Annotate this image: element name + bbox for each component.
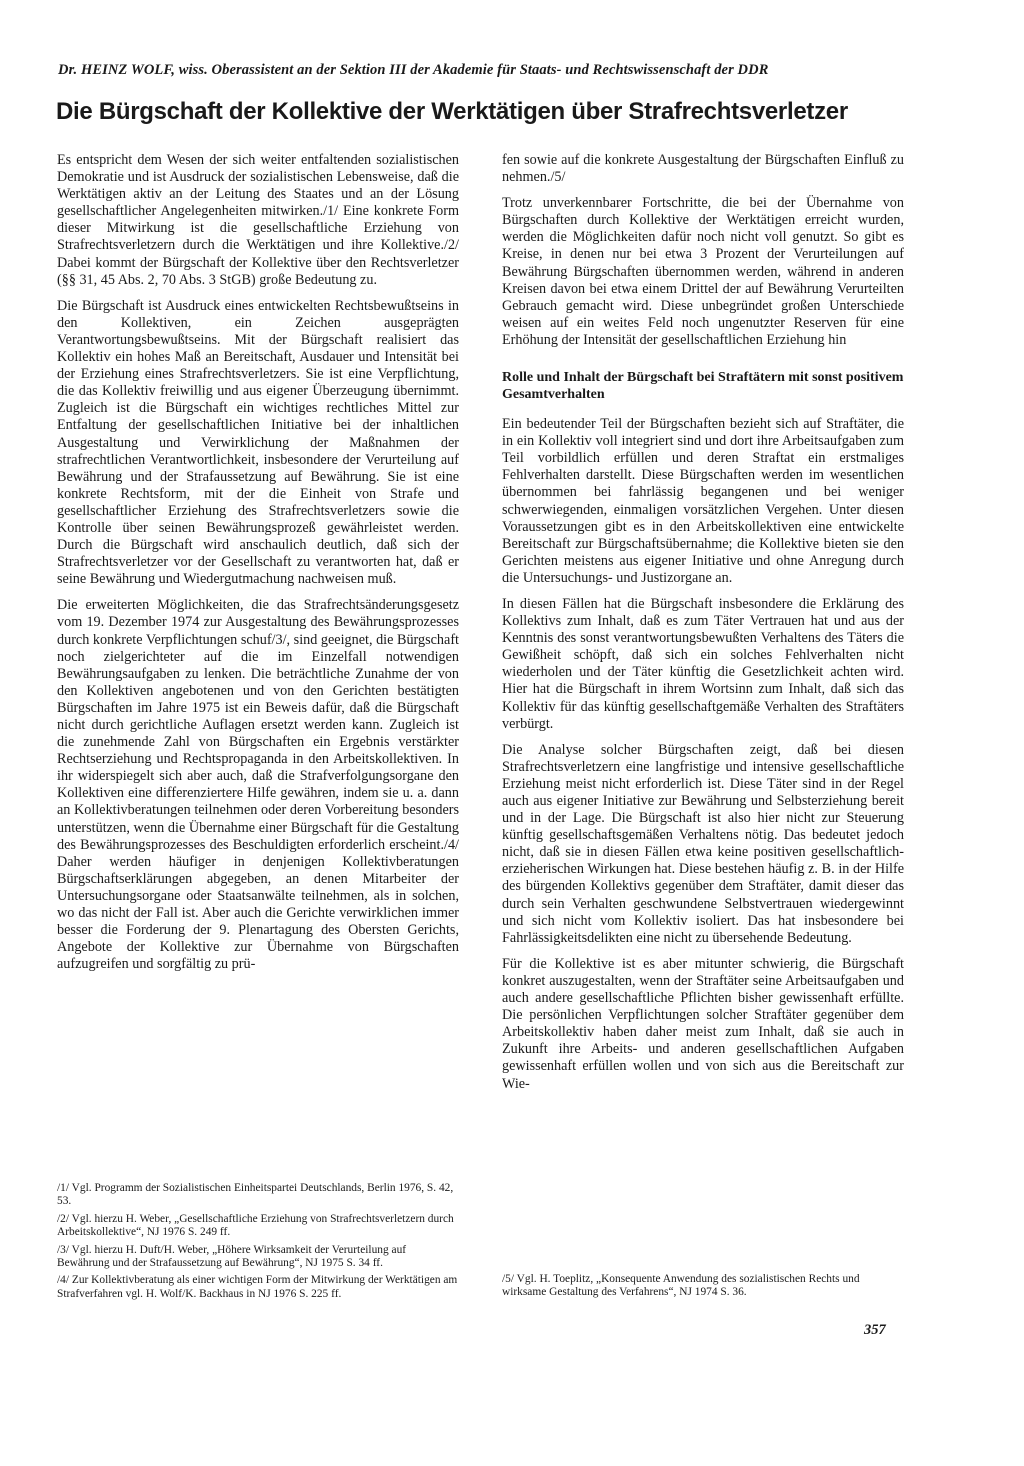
footnote: /2/ Vgl. hierzu H. Weber, „Gesellschaftliche Erziehung von Strafrechtsverletzern durch Arbeitskollektive“, NJ 1976 S. 249 ff. (57, 1212, 454, 1239)
paragraph: Die erweiterten Möglichkeiten, die das Strafrechtsänderungsgesetz vom 19. Dezember 1974 zur Ausgestaltung des Bewährungsprozesses durch konkrete Verpflichtungen schuf/3/, sind geeignet, die Bürgschaft noch zielgerichteter auf die im Einzelfall notwendigen Bewährungsaufgaben zu lenken. Die beträchtliche Zunahme der von den Kollektiven angebotenen und von den Gerichten bestätigten Bürgschaften im Jahre 1975 ist ein Beweis dafür, daß die Bürgschaft nicht durch gerichtliche Auflagen ersetzt werden kann. Zugleich ist die zunehmende Zahl von Bürgschaften ein Ergebnis verstärkter Rechtserziehung und Rechtspropaganda in den Arbeitskollektiven. In ihr widerspiegelt sich aber auch, daß die Strafverfolgungsorgane den Kollektiven eine differenziertere Hilfe gewähren, indem sie u. a. dann an Kollektivberatungen teilnehmen oder deren Vorbereitung besonders unterstützen, wenn die Übernahme einer Bürgschaft für die Gestaltung des Bewährungsprozesses des Beschuldigten erforderlich erscheint./4/ Daher werden häufiger in denjenigen Kollektivberatungen Bürgschaftserklärungen abgegeben, an denen Mitarbeiter der Untersuchungsorgane oder Staatsanwälte teilnehmen, als in solchen, wo das nicht der Fall ist. Aber auch die Gerichte verwirklichen immer besser die Forderung der 9. Plenartagung des Obersten Gerichts, Angebote der Kollektive zur Übernahme von Bürgschaften aufzugreifen und sorgfältig zu prü- (57, 597, 459, 973)
footnote: /3/ Vgl. hierzu H. Duft/H. Weber, „Höhere Wirksamkeit der Verurteilung auf Bewährung und der Strafaussetzung auf Bewährung“, NJ 1975 S. 34 ff. (57, 1243, 407, 1270)
footnote: /1/ Vgl. Programm der Sozialistischen Einheitspartei Deutschlands, Berlin 1976, S. 42, 53. (57, 1182, 454, 1208)
footnote: /4/ Zur Kollektivberatung als einer wichtigen Form der Mitwirkung der Werktätigen am Strafverfahren vgl. H. Wolf/K. Backhaus in NJ 1976 S. 225 ff. (57, 1274, 458, 1300)
footnotes-left (57, 1182, 460, 1305)
author-line: Dr. HEINZ WOLF, wiss. Oberassistent an der Sektion III der Akademie für Staats- und Rechtswissenschaft der DDR (58, 62, 769, 78)
page-number: 357 (864, 1322, 886, 1338)
paragraph: In diesen Fällen hat die Bürgschaft insbesondere die Erklärung des Kollektivs zum Inhalt, daß es zum Täter Vertrauen hat und aus der Kenntnis des sonst verantwortungsbewußten Verhaltens des Täters die Gewißheit schöpft, daß sich ein solches Fehlverhalten nicht wiederholen und der Täter künftig die Gesetzlichkeit achten wird. Hier hat die Bürgschaft in ihrem Wortsinn zum Inhalt, daß sich das Kollektiv für das künftig gesellschaftgemäße Verhalten des Straftäters verbürgt. (502, 595, 904, 732)
paragraph: Die Bürgschaft ist Ausdruck eines entwickelten Rechtsbewußtseins in den Kollektiven, ein Zeichen ausgeprägten Verantwortungsbewußtseins. Mit der Bürgschaft realisiert das Kollektiv ein hohes Maß an Bereitschaft, Ausdauer und Intensität bei der Erziehung eines Strafrechtsverletzers. Sie ist eine Verpflichtung, die das Kollektiv freiwillig und aus eigener Überzeugung übernimmt. Zugleich ist die Bürgschaft ein wichtiges rechtliches Mittel zur Entfaltung der gesellschaftlichen Initiative bei der inhaltlichen Ausgestaltung und Verwirklichung der Maßnahmen der strafrechtlichen Verantwortlichkeit, insbesondere der Verurteilung auf Bewährung und der Strafaussetzung auf Bewährung. Sie ist eine konkrete Rechtsform, mit der die Einheit von Strafe und gesellschaftlicher Erziehung des Strafrechtsverletzers sowie die Kontrolle über seinen Bewährungsprozeß gewährleistet werden. Durch die Bürgschaft wird anschaulich deutlich, daß sich der Strafrechtsverletzer vor der Gesellschaft zu verantworten hat, daß er seine Bewährung und Wiedergutmachung nachweisen muß. (57, 297, 459, 588)
paragraph: fen sowie auf die konkrete Ausgestaltung der Bürgschaften Einfluß zu nehmen./5/ (502, 152, 904, 186)
paragraph: Für die Kollektive ist es aber mitunter schwierig, die Bürgschaft konkret auszugestalten, wenn der Straftäter seine Arbeitsaufgaben und auch andere gesellschaftliche Pflichten bisher gewissenhaft erfüllte. Die persönlichen Verpflichtungen solcher Straftäter gegenüber dem Arbeitskollektiv haben daher meist zum Inhalt, daß sie auch in Zukunft ihre Arbeits- und anderen gesellschaftlichen Aufgaben gewissenhaft erfüllen wollen und von sich aus die Bereitschaft zur Wie- (502, 955, 904, 1092)
paragraph: Ein bedeutender Teil der Bürgschaften bezieht sich auf Straftäter, die in ein Kollektiv voll integriert sind und dort ihre Arbeitsaufgaben zum Teil vorbildlich erfüllen und deren Straftat ein erstmaliges Fehlverhalten darstellt. Diese Bürgschaften werden im wesentlichen übernommen bei fahrlässig begangenen und bei weniger schwerwiegenden, einmaligen vorsätzlichen Vergehen. Unter diesen Voraussetzungen gibt es in den Arbeitskollektiven eine entwickelte Bereitschaft zur Bürgschaftsübernahme; die Kollektive bieten sie den Gerichten meistens aus eigener Initiative und ohne Anregung durch die Untersuchungs- und Justizorgane an. (502, 416, 904, 586)
paragraph: Die Analyse solcher Bürgschaften zeigt, daß bei diesen Strafrechtsverletzern eine langfristige und intensive gesellschaftliche Erziehung meist nicht erforderlich ist. Diese Täter sind in der Regel auch aus eigener Initiative zur Bewährung und Selbsterziehung bereit und in der Lage. Die Bürgschaft ist also hier nicht zur Steuerung künftig gesellschaftsgemäßen Verhaltens nötig. Das bedeutet jedoch nicht, daß sie in diesen Fällen etwa keine positiven gesellschaftlich-erzieherischen Wirkungen hat. Diese bestehen häufig z. B. in der Hilfe des bürgenden Kollektivs gegenüber dem Straftäter, damit dieser das durch sein Verhalten geschwundene Selbstvertrauen wiedergewinnt und sich nicht vom Kollektiv isoliert. Das hat insbesondere bei Fahrlässigkeitsdelikten eine nicht zu übersehende Bedeutung. (502, 741, 904, 946)
paragraph: Trotz unverkennbarer Fortschritte, die bei der Übernahme von Bürgschaften durch Kollektive der Werktätigen erreicht wurden, werden die Möglichkeiten dafür noch nicht voll genutzt. So gibt es Kreise, in denen nur bei etwa 3 Prozent der Verurteilungen auf Bewährung Bürgschaften übernommen werden, während in anderen Kreisen davon bei etwa einem Drittel der auf Bewährung Verurteilten Gebrauch gemacht wird. Diese unbegründet großen Unterschiede weisen auf ein weites Feld noch ungenutzter Reserven für eine Erhöhung der Intensität der gesellschaftlichen Erziehung hin (502, 195, 904, 348)
article-title: Die Bürgschaft der Kollektive der Werktätigen über Strafrechtsverletzer (56, 98, 848, 125)
footnotes-right (502, 1273, 904, 1304)
paragraph: Es entspricht dem Wesen der sich weiter entfaltenden sozialistischen Demokratie und ist Ausdruck der sozialistischen Lebensweise, daß die Werktätigen aktiv an der Leitung des Staates und an der Lösung gesellschaftlicher Angelegenheiten mitwirken./1/ Eine konkrete Form dieser Mitwirkung ist die gesellschaftliche Erziehung von Strafrechtsverletzern durch die Werktätigen und ihre Kollektive./2/ Dabei kommt der Bürgschaft der Kollektive über den Rechtsverletzer (§§ 31, 45 Abs. 2, 70 Abs. 3 StGB) große Bedeutung zu. (57, 152, 459, 288)
footnote: /5/ Vgl. H. Toeplitz, „Konsequente Anwendung des sozialistischen Rechts und wirksame Gestaltung des Verfahrens“, NJ 1974 S. 36. (502, 1273, 860, 1299)
left-column (57, 152, 459, 982)
section-heading: Rolle und Inhalt der Bürgschaft bei Straftätern mit sonst positivem Gesamtverhalten (502, 370, 904, 403)
right-column (502, 152, 904, 1102)
